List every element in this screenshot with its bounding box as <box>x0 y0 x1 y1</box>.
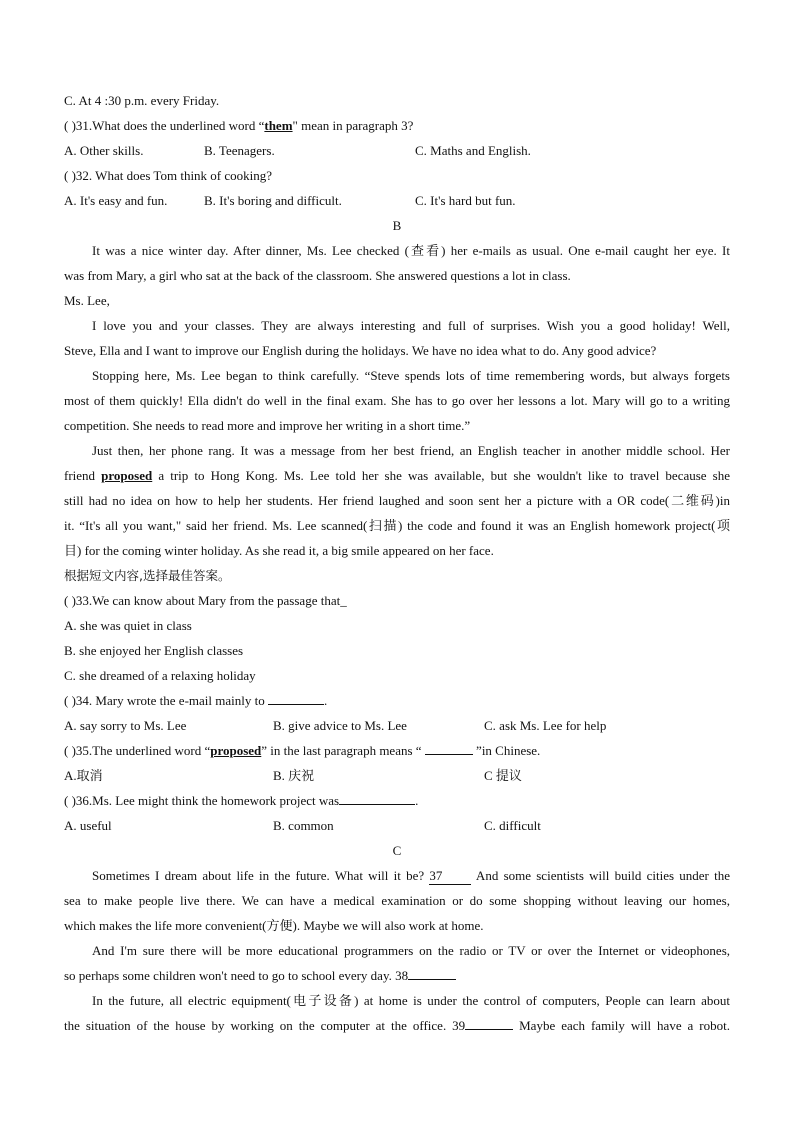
option-b[interactable]: B. Teenagers. <box>204 143 275 158</box>
passage-line: friend proposed a trip to Hong Kong. Ms. Lee told her she was available, but she wouldn't like to travel because she <box>64 468 731 483</box>
passage-line: most of them quickly! Ella didn't do well in the final exam. She has to go over her lessons a lot. Mary will go to a writing <box>64 393 730 408</box>
option-c[interactable]: C. Maths and English. <box>415 143 531 158</box>
passage-line: In the future, all electric equipment(电子设备) at home is under the control of computers, People can learn about <box>92 993 730 1008</box>
passage-line: Steve, Ella and I want to improve our English during the holidays. We have no idea what to do. Any good advice? <box>64 343 657 358</box>
option-c[interactable]: C. difficult <box>484 818 541 833</box>
q34-stem: ( )34. Mary wrote the e-mail mainly to . <box>64 688 730 713</box>
q31-keyword: them <box>264 118 293 133</box>
q32-options <box>64 188 730 213</box>
passage-line: And I'm sure there will be more educational programmers on the radio or TV or over the Internet or videophones, <box>92 943 730 958</box>
passage-line: Sometimes I dream about life in the future. What will it be? 37 And some scientists will build cities under the <box>92 868 730 883</box>
q35-options <box>64 763 730 788</box>
q31-stem: ( )31.What does the underlined word “them" mean in paragraph 3? <box>64 118 414 133</box>
passage-line: I love you and your classes. They are always interesting and full of surprises. Wish you a good holiday! Well, <box>92 318 730 333</box>
instruction: 根据短文内容,选择最佳答案。 <box>64 568 231 583</box>
option-c[interactable]: C 提议 <box>484 768 522 783</box>
passage-line: sea to make people live there. We can have a medical examination or do some shopping without leaving our homes, <box>64 893 730 908</box>
option-a[interactable]: A. say sorry to Ms. Lee <box>64 718 187 733</box>
q32-stem: ( )32. What does Tom think of cooking? <box>64 168 273 183</box>
option-a[interactable]: A. Other skills. <box>64 143 144 158</box>
blank-38[interactable] <box>408 965 456 980</box>
option-a[interactable]: A. It's easy and fun. <box>64 193 168 208</box>
option-c[interactable]: C. It's hard but fun. <box>415 193 516 208</box>
proposed-keyword: proposed <box>101 468 153 483</box>
passage-line: Stopping here, Ms. Lee began to think carefully. “Steve spends lots of time remembering words, but always forgets <box>92 368 730 383</box>
passage-line: still had no idea on how to help her students. Her friend laughed and soon sent her a picture with a OR code(二维码)in <box>64 493 730 508</box>
q36-options <box>64 813 730 838</box>
option-b[interactable]: B. 庆祝 <box>273 768 315 783</box>
option-c[interactable]: C. ask Ms. Lee for help <box>484 718 607 733</box>
q35-keyword: proposed <box>210 743 262 758</box>
passage-line: so perhaps some children won't need to go to school every day. 38 <box>64 963 730 988</box>
answer-paren[interactable]: ( ) <box>64 743 76 758</box>
section-b-heading: B <box>392 218 402 233</box>
answer-blank[interactable] <box>268 690 324 705</box>
option-b[interactable]: B. she enjoyed her English classes <box>64 643 244 658</box>
q35-stem: ( )35.The underlined word “proposed” in the last paragraph means “ ”in Chinese. <box>64 738 730 763</box>
answer-blank[interactable] <box>425 740 473 755</box>
passage-line: competition. She needs to read more and improve her writing in a short time.” <box>64 418 471 433</box>
answer-paren[interactable]: ( ) <box>64 118 76 133</box>
passage-line: it. “It's all you want," said her friend. Ms. Lee scanned(扫描) the code and found it was an English homework project(项 <box>64 518 730 533</box>
q30-option-c: C. At 4 :30 p.m. every Friday. <box>64 93 220 108</box>
passage-line: was from Mary, a girl who sat at the back of the classroom. She answered questions a lot in class. <box>64 268 571 283</box>
q36-stem: ( )36.Ms. Lee might think the homework project was . <box>64 788 730 813</box>
q33-stem: ( )33.We can know about Mary from the passage that_ <box>64 593 347 608</box>
blank-39[interactable] <box>465 1015 513 1030</box>
answer-paren[interactable]: ( ) <box>64 593 76 608</box>
option-a[interactable]: A. she was quiet in class <box>64 618 192 633</box>
email-salutation: Ms. Lee, <box>64 293 110 308</box>
option-c[interactable]: C. she dreamed of a relaxing holiday <box>64 668 256 683</box>
option-a[interactable]: A.取消 <box>64 768 103 783</box>
blank-37[interactable]: 37 <box>429 868 471 885</box>
passage-line: Just then, her phone rang. It was a message from her best friend, an English teacher in another middle school. Her <box>92 443 730 458</box>
q31-options <box>64 138 730 163</box>
q34-options <box>64 713 730 738</box>
worksheet-page <box>64 88 730 1038</box>
passage-line: It was a nice winter day. After dinner, Ms. Lee checked (查看) her e-mails as usual. One e-mail caught her eye. It <box>92 243 730 258</box>
option-b[interactable]: B. It's boring and difficult. <box>204 193 342 208</box>
answer-paren[interactable]: ( ) <box>64 793 76 808</box>
option-a[interactable]: A. useful <box>64 818 112 833</box>
answer-paren[interactable]: ( ) <box>64 693 76 708</box>
answer-blank[interactable] <box>339 790 415 805</box>
passage-line: 目) for the coming winter holiday. As she read it, a big smile appeared on her face. <box>64 543 494 558</box>
option-b[interactable]: B. common <box>273 818 334 833</box>
section-c-heading: C <box>392 843 402 858</box>
option-b[interactable]: B. give advice to Ms. Lee <box>273 718 407 733</box>
answer-paren[interactable]: ( ) <box>64 168 76 183</box>
passage-line: the situation of the house by working on the computer at the office. 39 Maybe each family will have a robot. <box>64 1013 730 1038</box>
passage-line: which makes the life more convenient(方便). Maybe we will also work at home. <box>64 918 484 933</box>
